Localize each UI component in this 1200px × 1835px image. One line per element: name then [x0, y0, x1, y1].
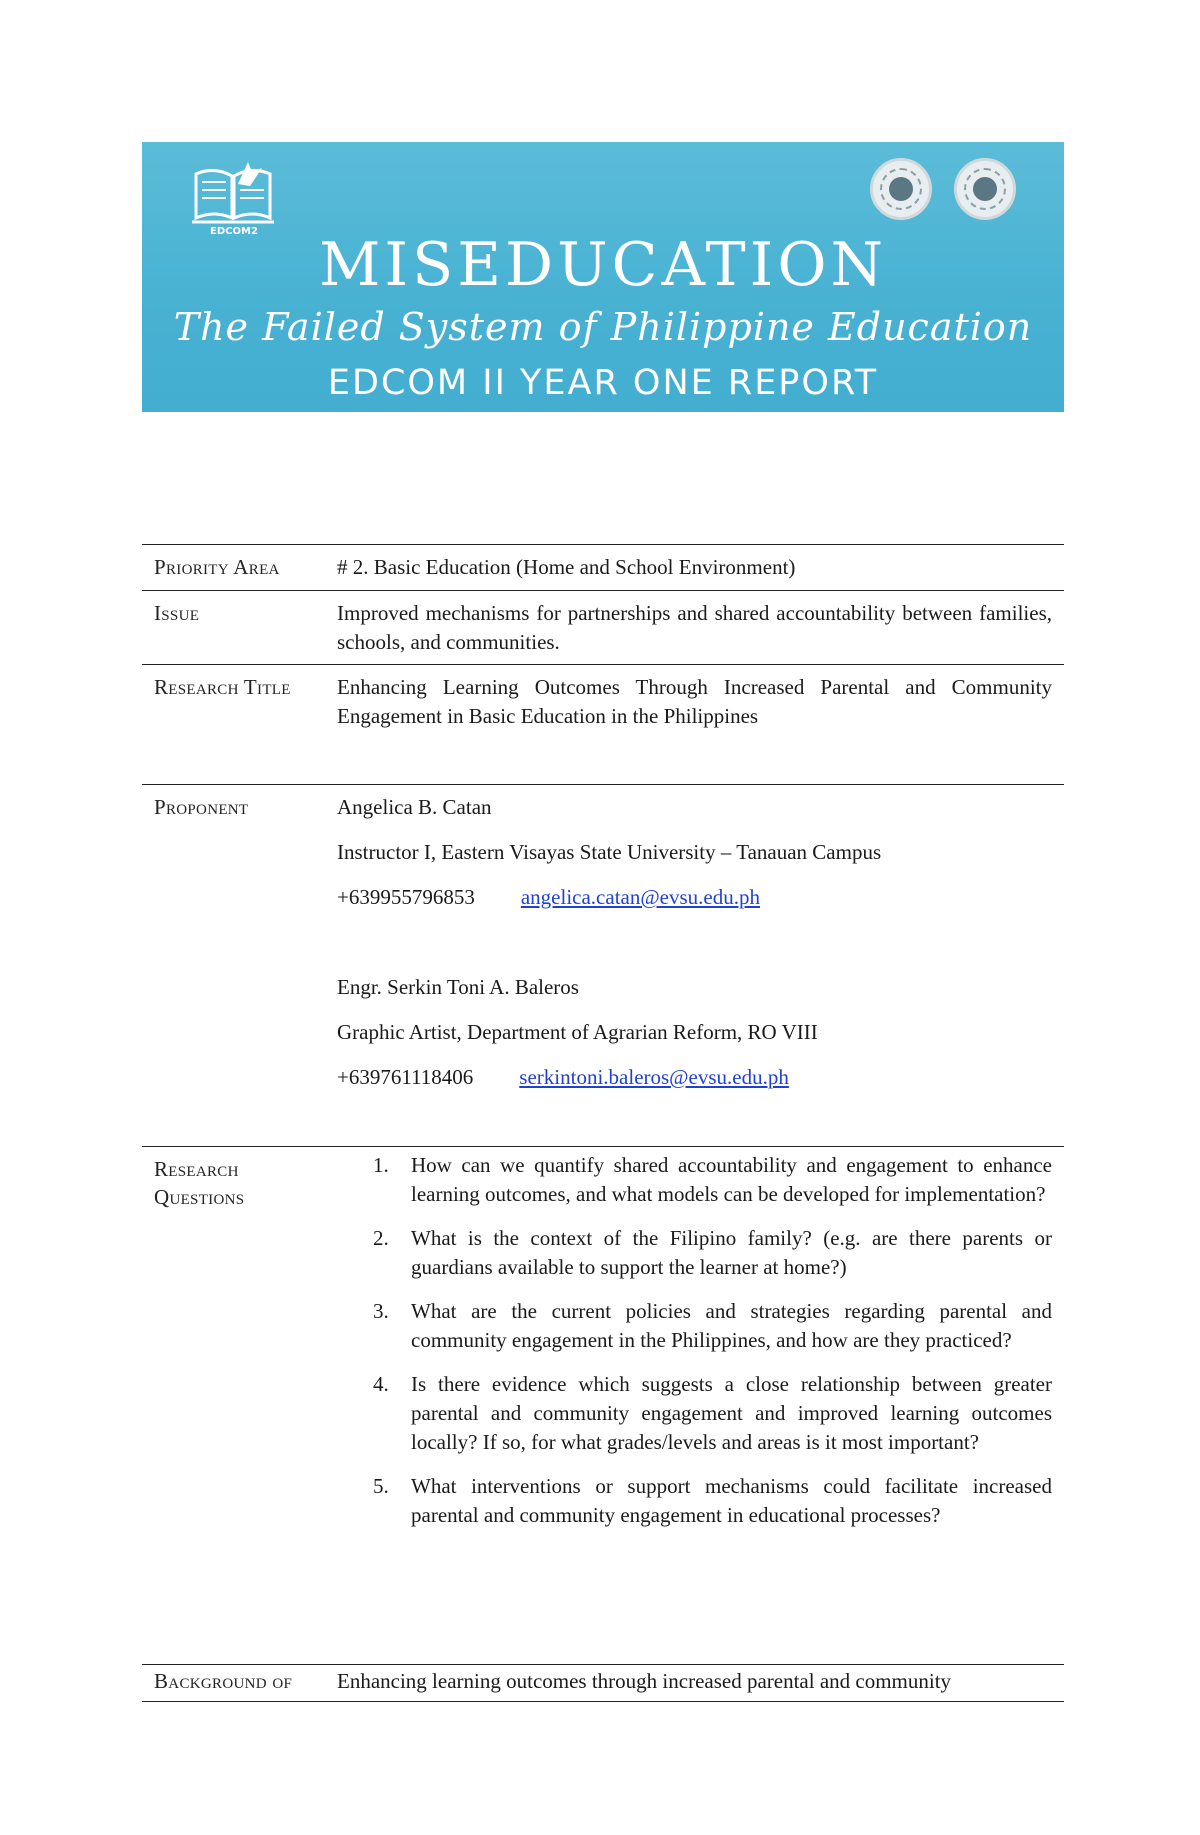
row-proponent [142, 784, 1064, 1145]
row-background [142, 1664, 1064, 1702]
proponent-label: Proponent [154, 795, 249, 819]
research-title-label: Research Title [154, 675, 291, 699]
list-item-number: 2. [373, 1226, 389, 1250]
list-item [337, 1472, 1052, 1530]
proponent-position: Instructor I, Eastern Visayas State University – Tanauan Campus [337, 840, 882, 864]
banner-title: MISEDUCATION [318, 230, 888, 300]
list-item-text: What are the current policies and strategies regarding parental and community engagement in the Philippines, and how are they practiced? [411, 1299, 1052, 1352]
issue-value: Improved mechanisms for partnerships and shared accountability between families, schools, and communities. [337, 601, 1052, 654]
row-research-title [142, 664, 1064, 783]
list-item-number: 5. [373, 1474, 389, 1498]
research-questions-label [154, 1155, 314, 1211]
proponent-phone: +639761118406 [337, 1065, 474, 1089]
proponent-phone: +639955796853 [337, 885, 475, 909]
list-item-number: 3. [373, 1299, 389, 1323]
row-priority-area [142, 544, 1064, 589]
list-item-text: How can we quantify shared accountability and engagement to enhance learning outcomes, and what models can be developed for implementation? [411, 1153, 1052, 1206]
list-item [337, 1297, 1052, 1355]
list-item-number: 1. [373, 1153, 389, 1177]
list-item-text: What interventions or support mechanisms could facilitate increased parental and community engagement in educational processes? [411, 1474, 1052, 1527]
list-item [337, 1151, 1052, 1209]
background-label: Background of [154, 1669, 293, 1693]
edcom2-logo [188, 154, 278, 234]
issue-label: Issue [154, 601, 200, 625]
row-issue [142, 590, 1064, 665]
house-seal-icon [870, 158, 932, 220]
proponent-email-link[interactable]: serkintoni.baleros@evsu.edu.ph [519, 1065, 789, 1089]
proponent-name: Angelica B. Catan [337, 795, 492, 819]
list-item [337, 1370, 1052, 1457]
report-banner [142, 142, 1064, 412]
proponent-name: Engr. Serkin Toni A. Baleros [337, 975, 579, 999]
banner-report-name: EDCOM II YEAR ONE REPORT [327, 363, 879, 403]
banner-subtitle: The Failed System of Philippine Education [173, 305, 1033, 349]
research-questions-label-line2: Questions [154, 1185, 245, 1209]
background-value: Enhancing learning outcomes through increased parental and community [337, 1669, 952, 1693]
proponent-contact [337, 1063, 789, 1092]
research-questions-list [337, 1151, 1052, 1545]
list-item-text: Is there evidence which suggests a close relationship between greater parental and community engagement and improved learning outcomes locally? If so, for what grades/levels and areas is it most important? [411, 1372, 1052, 1454]
list-item-number: 4. [373, 1372, 389, 1396]
proponent-position: Graphic Artist, Department of Agrarian Reform, RO VIII [337, 1020, 818, 1044]
proponent-email-link[interactable]: angelica.catan@evsu.edu.ph [520, 885, 760, 909]
proponent-contact [337, 883, 760, 912]
research-title-value: Enhancing Learning Outcomes Through Increased Parental and Community Engagement in Basic Education in the Philippines [337, 675, 1052, 728]
edcom2-logo-label: EDCOM2 [210, 226, 258, 237]
list-item [337, 1224, 1052, 1282]
list-item-text: What is the context of the Filipino family? (e.g. are there parents or guardians available to support the learner at home?) [411, 1226, 1052, 1279]
priority-area-label: Priority Area [154, 555, 280, 579]
row-research-questions [142, 1146, 1064, 1663]
priority-area-value: # 2. Basic Education (Home and School Environment) [337, 555, 796, 579]
senate-seal-icon [954, 158, 1016, 220]
research-questions-label-line1: Research [154, 1157, 239, 1181]
